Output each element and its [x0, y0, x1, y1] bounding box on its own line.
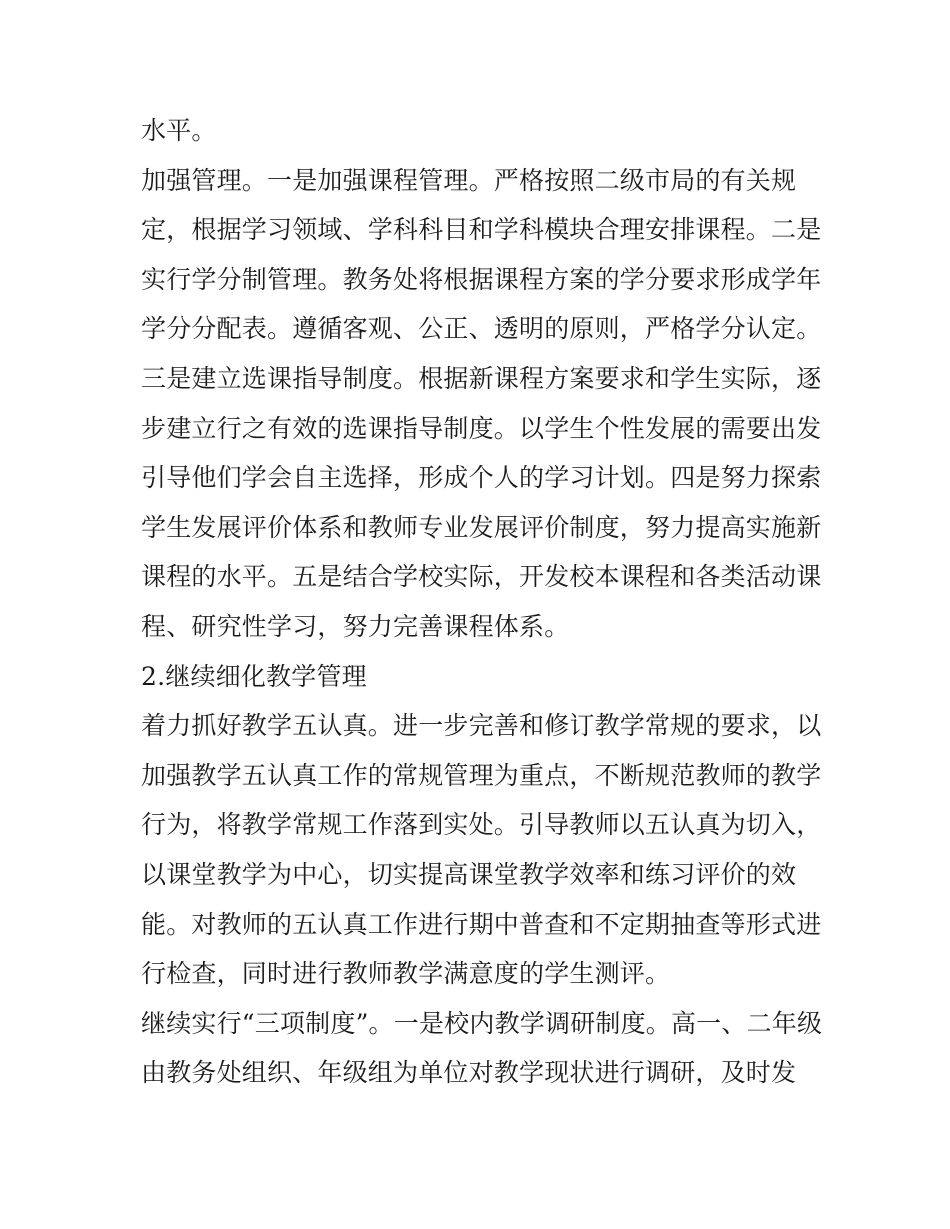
- text-line: 三是建立选课指导制度。根据新课程方案要求和学生实际，逐: [141, 363, 822, 393]
- text-line: 程、研究性学习，努力完善课程体系。: [141, 611, 570, 641]
- text-line: 引导他们学会自主选择，形成个人的学习计划。四是努力探索: [141, 463, 822, 493]
- text-line: 继续实行“三项制度”。一是校内教学调研制度。高一、二年级: [141, 1008, 823, 1038]
- text-line: 步建立行之有效的选课指导制度。以学生个性发展的需要出发: [141, 413, 822, 443]
- section-heading: 2.继续细化教学管理: [141, 661, 367, 691]
- text-line: 加强教学五认真工作的常规管理为重点，不断规范教师的教学: [141, 760, 822, 790]
- text-line: 行为，将教学常规工作落到实处。引导教师以五认真为切入，: [141, 810, 822, 840]
- text-line: 课程的水平。五是结合学校实际，开发校本课程和各类活动课: [141, 562, 822, 592]
- text-line: 定，根据学习领域、学科科目和学科模块合理安排课程。二是: [141, 215, 822, 245]
- text-line: 以课堂教学为中心，切实提高课堂教学效率和练习评价的效: [141, 859, 797, 889]
- text-line: 学生发展评价体系和教师专业发展评价制度，努力提高实施新: [141, 512, 822, 542]
- text-line: 加强管理。一是加强课程管理。严格按照二级市局的有关规: [141, 165, 797, 195]
- text-line: 着力抓好教学五认真。进一步完善和修订教学常规的要求，以: [141, 711, 822, 741]
- text-line: 学分分配表。遵循客观、公正、透明的原则，严格学分认定。: [141, 314, 822, 344]
- text-line: 由教务处组织、年级组为单位对教学现状进行调研，及时发: [141, 1058, 797, 1088]
- text-line: 水平。: [141, 116, 217, 145]
- text-line: 行检查，同时进行教师教学满意度的学生测评。: [141, 959, 671, 989]
- text-line: 能。对教师的五认真工作进行期中普查和不定期抽查等形式进: [141, 909, 822, 939]
- text-line: 实行学分制管理。教务处将根据课程方案的学分要求形成学年: [141, 264, 822, 294]
- document-body: [141, 106, 821, 1098]
